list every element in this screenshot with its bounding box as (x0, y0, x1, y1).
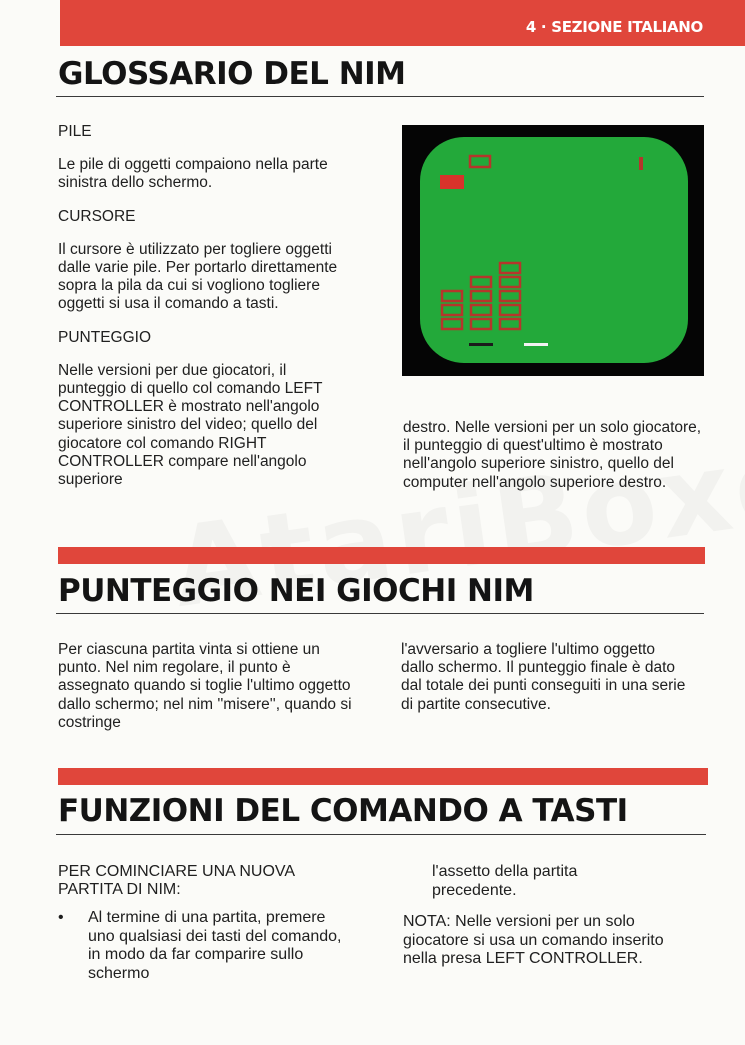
nota-block (403, 913, 688, 969)
section2-band (58, 547, 705, 564)
cursore-text: Il cursore è utilizzato per togliere oggetti dalle varie pile. Per portarlo direttamente sopra la pila da cui si vogliono togliere oggetti si usa il comando a tasti. (58, 240, 338, 313)
punteggio-text-right: destro. Nelle versioni per un solo giocatore, il punteggio di quest'ultimo è mostrato nell'angolo superiore sinistro, quello del computer nell'angolo superiore destro. (403, 419, 702, 491)
nota-text: Nelle versioni per un solo giocatore si usa un comando inserito nella presa LEFT CONTROLLER. (403, 913, 664, 967)
scoring-text-left: Per ciascuna partita vinta si ottiene un punto. Nel nim regolare, il punto è assegnato quando si toglie l'ultimo oggetto dallo schermo; nel nim ''misere'', quando si costringe (58, 641, 352, 731)
continued-text: l'assetto della partita precedente. (432, 863, 578, 899)
score-digit-right (639, 157, 643, 170)
punteggio-text-left: Nelle versioni per due giocatori, il punteggio di quello col comando LEFT CONTROLLER è mostrato nell'angolo superiore sinistro del video; quello del giocatore col comando RIGHT CONTROLLER compare nell'angolo superiore (58, 361, 323, 489)
game-screen-svg (402, 125, 704, 376)
controller-rule (56, 834, 706, 835)
punteggio-heading: PUNTEGGIO (58, 328, 152, 346)
score-left-marker (469, 343, 493, 346)
nota-label: NOTA: (403, 913, 451, 930)
cursore-heading: CURSORE (58, 207, 136, 225)
glossary-right-column (403, 419, 708, 492)
controller-title: FUNZIONI DEL COMANDO A TASTI (58, 793, 628, 829)
section3-band (58, 768, 708, 785)
section-label: 4 · SEZIONE ITALIANO (525, 18, 703, 36)
pile-text: Le pile di oggetti compaiono nella parte sinistra dello schermo. (58, 156, 328, 192)
glossary-left-column (58, 123, 370, 489)
bullet-symbol: • (58, 909, 64, 926)
scoring-rule (56, 613, 704, 614)
scoring-left-column (58, 641, 358, 732)
glossary-rule (56, 96, 704, 97)
pile-cursor (440, 175, 464, 189)
score-right-marker (524, 343, 548, 346)
scoring-right-column (401, 641, 691, 714)
scoring-text-right: l'avversario a togliere l'ultimo oggetto dallo schermo. Il punteggio finale è dato dal totale dei punti conseguiti in una serie di partite consecutive. (401, 641, 686, 713)
scoring-title: PUNTEGGIO NEI GIOCHI NIM (58, 573, 534, 609)
new-game-heading: PER COMINCIARE UNA NUOVA PARTITA DI NIM: (58, 863, 295, 898)
bullet-text: Al termine di una partita, premere uno qualsiasi dei tasti del comando, in modo da far comparire sullo schermo (88, 909, 342, 982)
game-screen-image (402, 125, 704, 376)
glossary-title: GLOSSARIO DEL NIM (58, 56, 406, 92)
pile-heading: PILE (58, 123, 92, 140)
